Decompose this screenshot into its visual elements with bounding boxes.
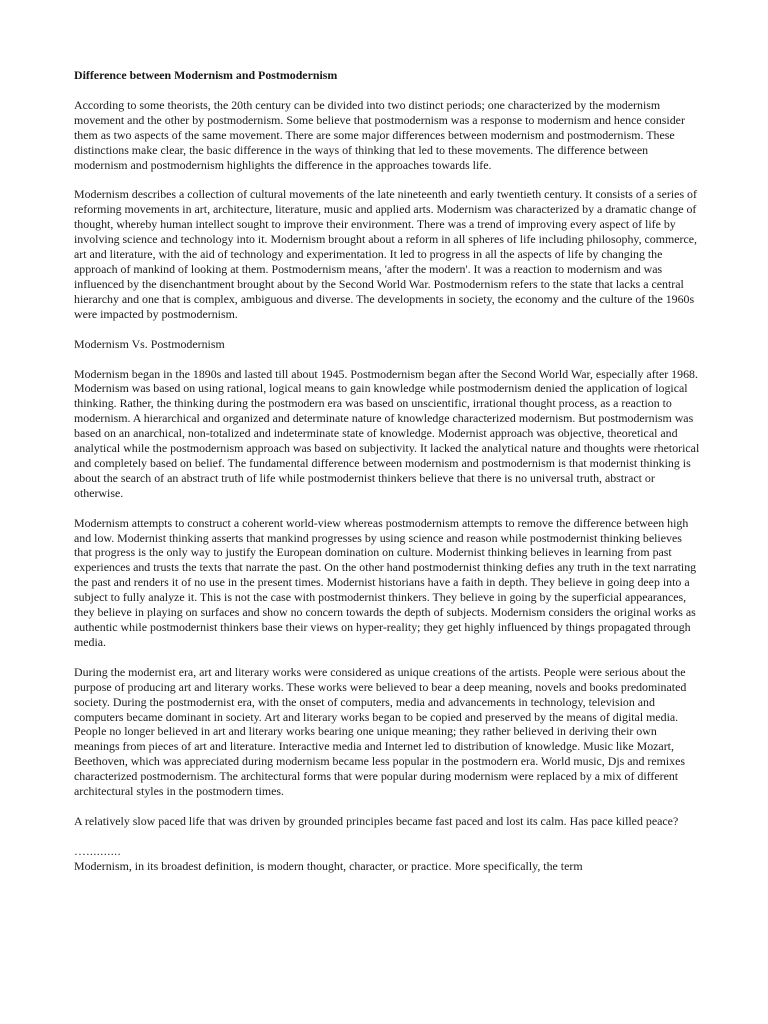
document-title: Difference between Modernism and Postmodernism — [74, 68, 338, 82]
section-heading: Modernism Vs. Postmodernism — [74, 336, 225, 351]
body-paragraph-worldview: Modernism attempts to construct a coherent world-view whereas postmodernism attempts to remove the difference between high and low. Modernist thinking asserts that mankind progresses by using science and reason while postmodernist thinking believes that progress is the only way to justify the European domination on culture. Modernist thinking believes in learning from past experiences and trusts the texts that narrate the past. On the other hand postmodernist thinking defies any truth in the text narrating the past and renders it of no use in the present times. Modernist historians have a faith in depth. They believe in going deep into a subject to fully analyze it. This is not the case with postmodernist thinkers. They believe in going by the superficial appearances, they believe in playing on surfaces and show no concern towards the depth of subjects. Modernism considers the original works as authentic while postmodernist thinkers base their views on hyper-reality; they get highly influenced by things propagated through media. — [74, 515, 697, 649]
intro-paragraph: According to some theorists, the 20th century can be divided into two distinct periods; one characterized by the modernism movement and the other by postmodernism. Some believe that postmodernism was a response to modernism and hence consider them as two aspects of the same movement. There are some major differences between modernism and postmodernism. These distinctions make clear, the basic difference in the ways of thinking that led to these movements. The difference between modernism and postmodernism highlights the difference in the approaches towards life. — [74, 97, 685, 172]
body-paragraph-pace: A relatively slow paced life that was driven by grounded principles became fast paced and lost its calm. Has pace killed peace? — [74, 813, 679, 828]
section-separator: ….......... — [74, 843, 122, 858]
body-paragraph-art-literature: During the modernist era, art and literary works were considered as unique creations of the artists. People were serious about the purpose of producing art and literary works. These works were believed to bear a deep meaning, novels and books predominated society. During the postmodernist era, with the onset of computers, media and advancements in technology, television and computers became dominant in society. Art and literary works began to be copied and preserved by the means of digital media. People no longer believed in art and literary works bearing one unique meaning; they rather believed in deriving their own meanings from pieces of art and literature. Interactive media and Internet led to distribution of knowledge. Music like Mozart, Beethoven, which was appreciated during modernism became less popular in the postmodern era. World music, Djs and remixes characterized postmodernism. The architectural forms that were popular during modernism were replaced by a mix of different architectural styles in the postmodern times. — [74, 664, 687, 799]
document-content — [74, 68, 700, 874]
closing-paragraph: Modernism, in its broadest definition, is modern thought, character, or practice. More specifically, the term — [74, 858, 583, 873]
modernism-definition-paragraph: Modernism describes a collection of cultural movements of the late nineteenth and early twentieth century. It consists of a series of reforming movements in art, architecture, literature, music and applied arts. Modernism was characterized by a dramatic change of thought, whereby human intellect sought to improve their environment. There was a trend of improving every aspect of life by involving science and technology into it. Modernism brought about a reform in all spheres of life including philosophy, commerce, art and literature, with the aid of technology and experimentation. It led to progress in all the aspects of life by changing the approach of mankind of looking at them. Postmodernism means, 'after the modern'. It was a reaction to modernism and was influenced by the disenchantment brought about by the Second World War. Postmodernism refers to the state that lacks a central hierarchy and one that is complex, ambiguous and diverse. The developments in society, the economy and the culture of the 1960s were impacted by postmodernism. — [74, 187, 698, 321]
body-paragraph-timeline: Modernism began in the 1890s and lasted till about 1945. Postmodernism began after the Second World War, especially after 1968. Modernism was based on using rational, logical means to gain knowledge while postmodernism denied the application of logical thinking. Rather, the thinking during the postmodern era was based on unscientific, irrational thought process, as a reaction to modernism. A hierarchical and organized and determinate nature of knowledge characterized modernism. But postmodernism was based on an anarchical, non-totalized and indeterminate state of knowledge. Modernist approach was objective, theoretical and analytical while the postmodernism approach was based on subjectivity. It lacked the analytical nature and thoughts were rhetorical and completely based on belief. The fundamental difference between modernism and postmodernism is that modernist thinking is about the search of an abstract truth of life while postmodernist thinkers believe that there is no universal truth, abstract or otherwise. — [74, 366, 700, 500]
